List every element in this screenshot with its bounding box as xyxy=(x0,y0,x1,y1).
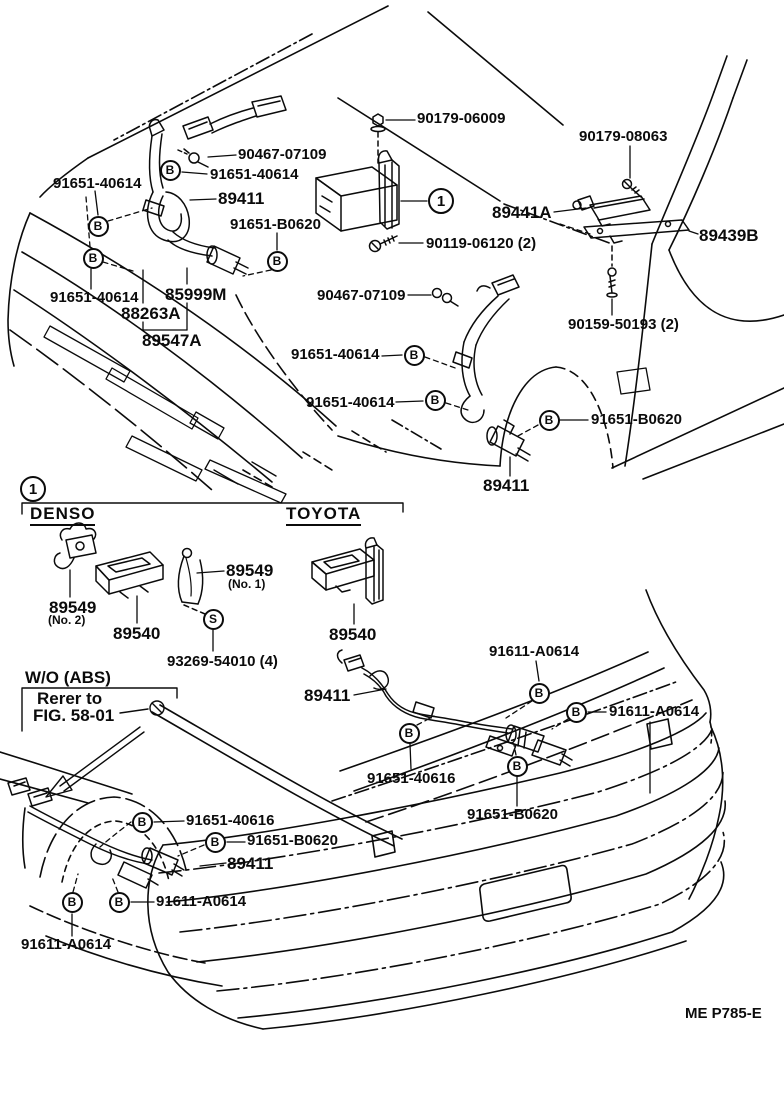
marker-B-3: B xyxy=(83,248,104,269)
marker-S-1: S xyxy=(203,609,224,630)
label-89549-no2: 89549 xyxy=(49,598,97,617)
marker-B-2: B xyxy=(88,216,109,237)
rear-left-abs-sensor xyxy=(8,778,184,888)
label-89411-d: 89411 xyxy=(227,854,274,873)
note-refer-line2: FIG. 58-01 xyxy=(33,706,115,725)
marker-B-9: B xyxy=(566,702,587,723)
label-91651-B0620-c: 91651-B0620 xyxy=(467,806,558,823)
label-91651-B0620-a: 91651-B0620 xyxy=(230,216,321,233)
marker-1-b: 1 xyxy=(20,476,46,502)
label-89549-no2-sub: (No. 2) xyxy=(48,613,86,627)
label-88263A: 88263A xyxy=(121,304,181,323)
label-91611-A0614-d: 91611-A0614 xyxy=(21,936,112,953)
label-90467-07109-b: 90467-07109 xyxy=(317,287,406,304)
marker-B-6: B xyxy=(425,390,446,411)
marker-B-10: B xyxy=(399,723,420,744)
label-91611-A0614-c: 91611-A0614 xyxy=(156,893,247,910)
label-89540-toyota: 89540 xyxy=(329,625,377,644)
label-89411-b: 89411 xyxy=(483,476,530,495)
abs-computer-assembly xyxy=(316,114,399,252)
marker-B-8: B xyxy=(529,683,550,704)
label-91651-40614-c: 91651-40614 xyxy=(291,346,380,363)
front-left-abs-sensor xyxy=(143,96,286,274)
marker-B-4: B xyxy=(267,251,288,272)
rear-car-outline xyxy=(0,590,725,1029)
label-93269-54010: 93269-54010 (4) xyxy=(167,653,278,670)
label-89549-no1-sub: (No. 1) xyxy=(228,577,266,591)
label-89540-denso: 89540 xyxy=(113,624,161,643)
marker-B-13: B xyxy=(205,832,226,853)
label-90159-50193: 90159-50193 (2) xyxy=(568,316,679,333)
heading-denso: DENSO xyxy=(30,505,95,526)
label-89411-a: 89411 xyxy=(218,189,265,208)
label-89439B: 89439B xyxy=(699,226,759,245)
label-89411-c: 89411 xyxy=(304,686,351,705)
marker-B-7: B xyxy=(539,410,560,431)
label-90119-06120: 90119-06120 (2) xyxy=(426,235,537,252)
heading-toyota: TOYOTA xyxy=(286,505,361,526)
marker-1-a: 1 xyxy=(428,188,454,214)
label-91651-B0620-b: 91651-B0620 xyxy=(591,411,682,428)
label-91651-B0620-d: 91651-B0620 xyxy=(247,832,338,849)
front-right-abs-sensor xyxy=(433,275,531,461)
label-91611-A0614-b: 91611-A0614 xyxy=(609,703,700,720)
label-91651-40614-a: 91651-40614 xyxy=(210,166,299,183)
label-91651-40616-b: 91651-40616 xyxy=(186,812,275,829)
label-89441A: 89441A xyxy=(492,203,552,222)
label-89547A: 89547A xyxy=(142,331,202,350)
marker-B-14: B xyxy=(62,892,83,913)
label-85999M: 85999M xyxy=(165,285,227,304)
label-91651-40616-a: 91651-40616 xyxy=(367,770,456,787)
marker-B-11: B xyxy=(507,756,528,777)
label-91651-40614-b: 91651-40614 xyxy=(53,175,142,192)
marker-B-12: B xyxy=(132,812,153,833)
toyota-parts xyxy=(312,538,383,604)
marker-B-1: B xyxy=(160,160,181,181)
note-refer-line1: Rerer to xyxy=(37,689,103,708)
label-91651-40614-e: 91651-40614 xyxy=(50,289,139,306)
label-90467-07109-a: 90467-07109 xyxy=(238,146,327,163)
label-90179-08063: 90179-08063 xyxy=(579,128,668,145)
label-90179-06009: 90179-06009 xyxy=(417,110,506,127)
drawing-code: ME P785-E xyxy=(685,1005,762,1022)
marker-B-15: B xyxy=(109,892,130,913)
label-91651-40614-d: 91651-40614 xyxy=(306,394,395,411)
heading-wo-abs: W/O (ABS) xyxy=(25,668,111,687)
marker-B-5: B xyxy=(404,345,425,366)
label-89549-no1: 89549 xyxy=(226,561,274,580)
label-91611-A0614-a: 91611-A0614 xyxy=(489,643,580,660)
